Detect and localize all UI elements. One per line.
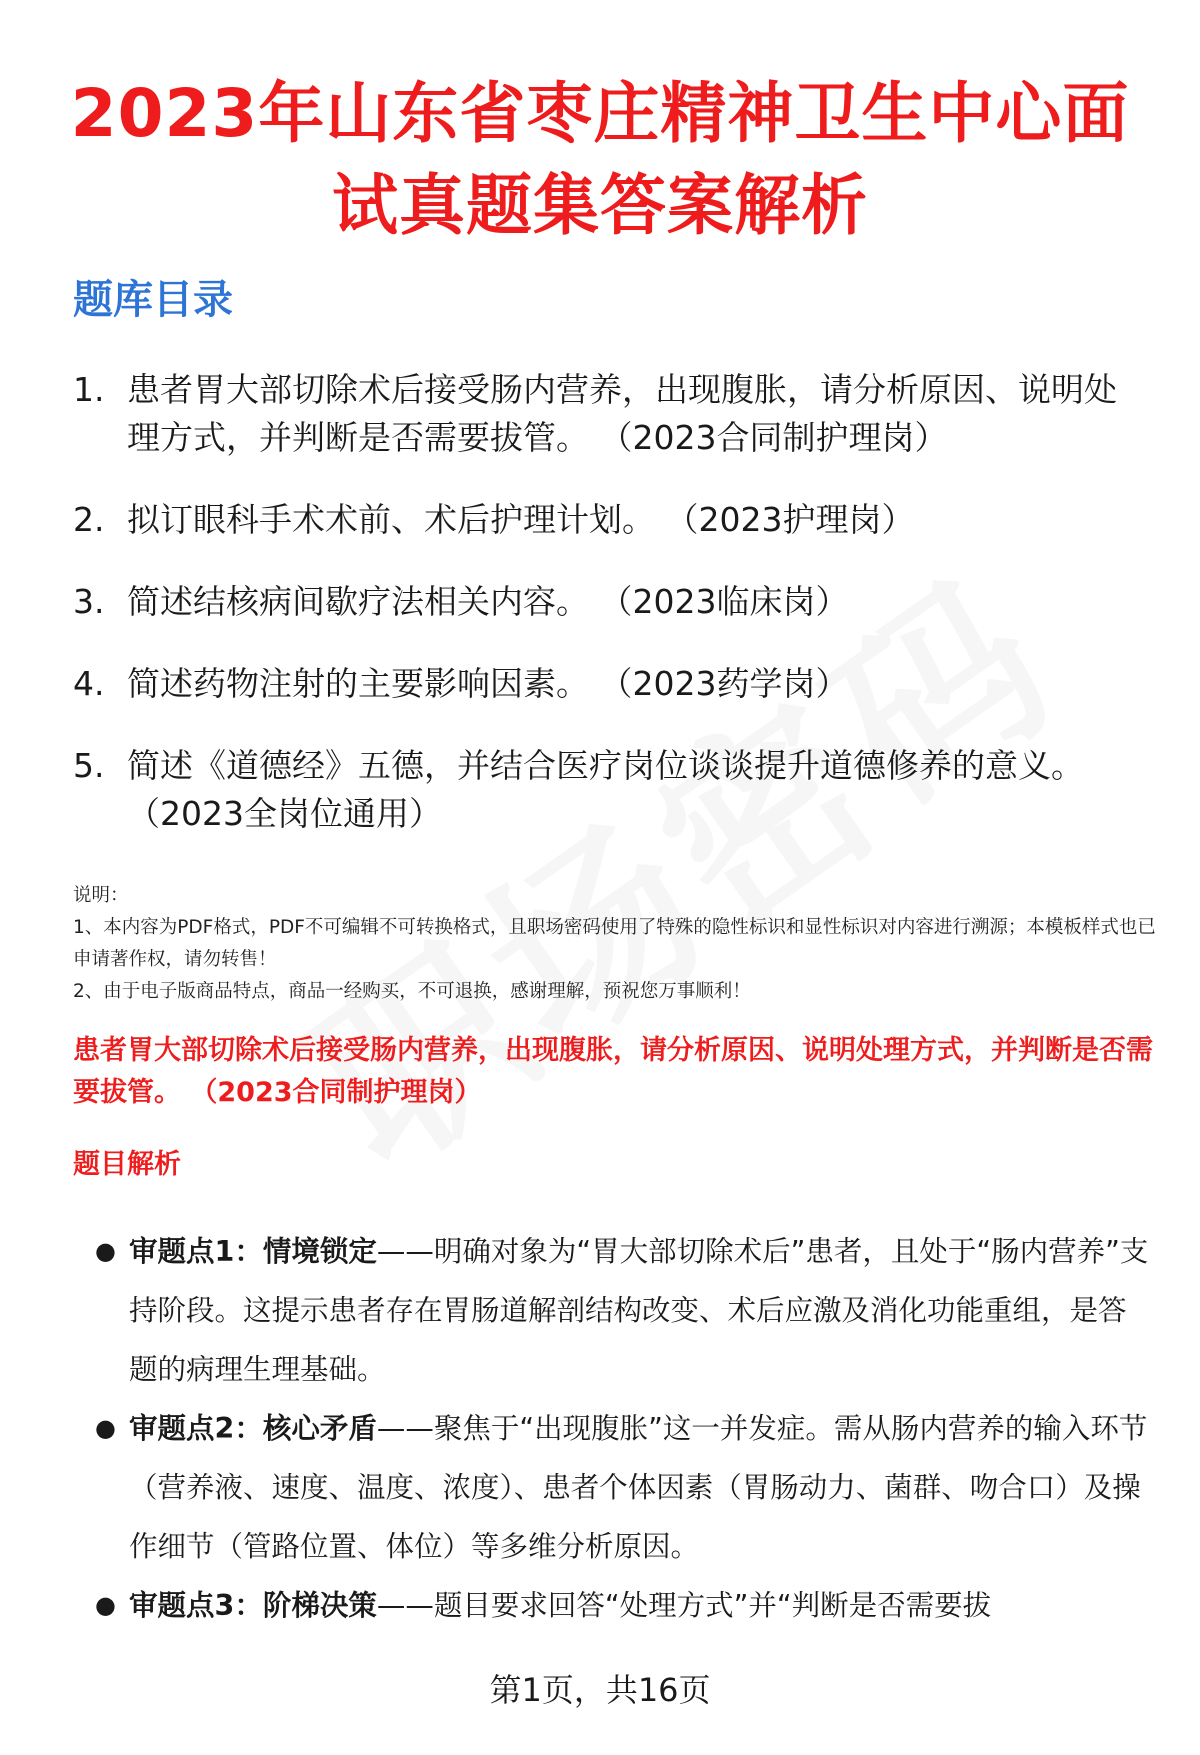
notes-line-1: 1、本内容为PDF格式，PDF不可编辑不可转换格式，且职场密码使用了特殊的隐性标识和显性标识对内容进行溯源；本模板样式也已申请著作权，请勿转售！ [73, 917, 1156, 970]
page-title [60, 68, 1140, 252]
toc-item-text: 简述药物注射的主要影响因素。 （2023药学岗） [127, 664, 849, 703]
toc-item-number: 4. [73, 664, 105, 703]
bullet-icon: ● [95, 1591, 116, 1619]
toc-item-text: 患者胃大部切除术后接受肠内营养，出现腹胀，请分析原因、说明处理方式，并判断是否需要拔管。 （2023合同制护理岗） [127, 370, 1117, 457]
toc-item-text: 简述《道德经》五德，并结合医疗岗位谈谈提升道德修养的意义。 （2023全岗位通用） [127, 746, 1084, 833]
toc-item[interactable] [73, 366, 1148, 462]
point-text: ——明确对象为“胃大部切除术后”患者，且处于“肠内营养”支持阶段。这提示患者存在胃肠道解剖结构改变、术后应激及消化功能重组，是答题的病理生理基础。 [129, 1235, 1149, 1386]
analysis-points [73, 1222, 1153, 1635]
analysis-label: 题目解析 [73, 1149, 181, 1180]
point-text: ——题目要求回答“处理方式”并“判断是否需要拔 [376, 1589, 992, 1622]
point-label: 审题点3：阶梯决策 [129, 1589, 377, 1622]
point-text: ——聚焦于“出现腹胀”这一并发症。需从肠内营养的输入环节（营养液、速度、温度、浓度）、患者个体因素（胃肠动力、菌群、吻合口）及操作细节（管路位置、体位）等多维分析原因。 [129, 1412, 1148, 1563]
toc-item-number: 2. [73, 500, 105, 539]
bullet-icon: ● [95, 1414, 116, 1442]
point-label: 审题点1：情境锁定 [129, 1235, 377, 1268]
question-title: 患者胃大部切除术后接受肠内营养，出现腹胀，请分析原因、说明处理方式，并判断是否需要拔管。 （2023合同制护理岗） [73, 1035, 1153, 1108]
toc-item[interactable] [73, 660, 1148, 708]
toc-item-number: 5. [73, 746, 105, 785]
toc-item-text: 简述结核病间歇疗法相关内容。 （2023临床岗） [127, 582, 849, 621]
notes-heading: 说明： [73, 885, 129, 906]
title-line-2: 试真题集答案解析 [332, 167, 868, 244]
notes-line-2: 2、由于电子版商品特点，商品一经购买，不可退换，感谢理解，预祝您万事顺利！ [73, 981, 751, 1002]
analysis-point [73, 1222, 1153, 1399]
toc-item[interactable] [73, 578, 1148, 626]
analysis-point [73, 1399, 1153, 1576]
toc-item[interactable] [73, 742, 1148, 838]
toc-item-text: 拟订眼科手术术前、术后护理计划。 （2023护理岗） [127, 500, 915, 539]
title-line-1: 2023年山东省枣庄精神卫生中心面 [70, 75, 1130, 152]
toc-item-number: 1. [73, 370, 105, 409]
point-label: 审题点2：核心矛盾 [129, 1412, 377, 1445]
notes-block [73, 880, 1163, 1008]
analysis-point [73, 1576, 1153, 1635]
toc-item[interactable] [73, 496, 1148, 544]
bullet-icon: ● [95, 1237, 116, 1265]
toc-heading: 题库目录 [73, 277, 233, 323]
page-number-footer: 第1页，共16页 [489, 1671, 711, 1709]
toc-item-number: 3. [73, 582, 105, 621]
toc-list [73, 366, 1148, 872]
